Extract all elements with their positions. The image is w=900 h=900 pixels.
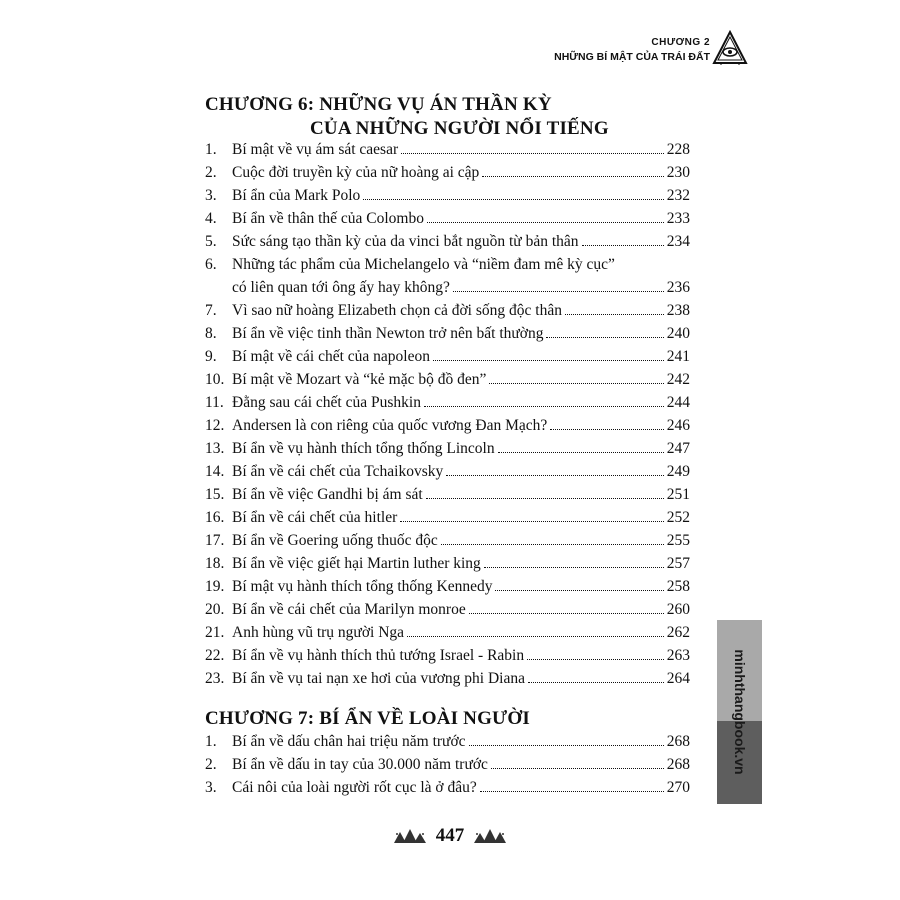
toc-entry-title: Đằng sau cái chết của Pushkin <box>232 394 421 411</box>
toc-entry-title: Cuộc đời truyền kỳ của nữ hoàng ai cập <box>232 164 480 181</box>
toc-entry-page: 264 <box>666 670 690 687</box>
toc-entry-page: 236 <box>666 279 690 296</box>
toc-entry <box>205 233 690 256</box>
toc-entry-page: 240 <box>666 325 690 342</box>
dot-leader <box>498 451 664 453</box>
toc-entry-title: Những tác phẩm của Michelangelo và “niềm đam mê kỳ cục” <box>232 256 615 273</box>
section6-title-line2: CỦA NHỮNG NGƯỜI NỔI TIẾNG <box>310 118 609 139</box>
toc-entry-number: 8. <box>205 325 217 342</box>
dot-leader <box>489 382 663 384</box>
toc-entry-title: Bí mật về cái chết của napoleon <box>232 348 430 365</box>
dot-leader <box>441 543 664 545</box>
toc-entry-number: 21. <box>205 624 225 641</box>
dot-leader <box>407 635 664 637</box>
toc-entry-title: Bí ẩn về vụ hành thích tổng thống Lincoln <box>232 440 495 457</box>
running-head-title: NHỮNG BÍ MẬT CỦA TRÁI ĐẤT <box>554 51 710 63</box>
dot-leader <box>484 566 664 568</box>
running-head-chapter: CHƯƠNG 2 <box>651 37 710 48</box>
toc-entry-page: 249 <box>666 463 690 480</box>
toc-entry-number: 13. <box>205 440 225 457</box>
toc-entry-page: 251 <box>666 486 690 503</box>
toc-entry <box>205 440 690 463</box>
toc-entry-page: 242 <box>666 371 690 388</box>
toc-entry-page: 260 <box>666 601 690 618</box>
toc-entry <box>205 756 690 779</box>
toc-entry <box>205 417 690 440</box>
toc-entry <box>205 624 690 647</box>
toc-entry-title: Bí ẩn về cái chết của hitler <box>232 509 398 526</box>
tree-ornament-icon <box>472 828 508 844</box>
toc-entry-page: 241 <box>666 348 690 365</box>
toc-entry-number: 1. <box>205 141 217 158</box>
dot-leader <box>401 152 664 154</box>
toc-entry-number: 10. <box>205 371 225 388</box>
toc-entry-number: 5. <box>205 233 217 250</box>
section7-title: CHƯƠNG 7: BÍ ẨN VỀ LOÀI NGƯỜI <box>205 708 530 729</box>
toc-entry-title: Anh hùng vũ trụ người Nga <box>232 624 405 641</box>
running-head <box>554 36 710 64</box>
toc-entry-title: Cái nôi của loài người rốt cục là ở đâu? <box>232 779 477 796</box>
toc-entry-title: Vì sao nữ hoàng Elizabeth chọn cả đời sống độc thân <box>232 302 562 319</box>
toc-entry <box>205 187 690 210</box>
toc-entry-title: Bí mật về Mozart và “kẻ mặc bộ đồ đen” <box>232 371 487 388</box>
dot-leader <box>400 520 663 522</box>
section6-entries <box>205 141 690 693</box>
site-label: minhthangbook.vn <box>732 649 748 775</box>
toc-entry-page: 252 <box>666 509 690 526</box>
dot-leader <box>482 175 663 177</box>
toc-entry-title: Bí ẩn về việc giết hại Martin luther king <box>232 555 481 572</box>
toc-entry <box>205 325 690 348</box>
dot-leader <box>427 221 664 223</box>
toc-entry-title: Bí ẩn về việc Gandhi bị ám sát <box>232 486 423 503</box>
toc-entry-page: 263 <box>666 647 690 664</box>
toc-entry <box>205 779 690 802</box>
toc-entry-page: 234 <box>666 233 690 250</box>
dot-leader <box>433 359 664 361</box>
toc-entry-title: Andersen là con riêng của quốc vương Đan Mạch? <box>232 417 548 434</box>
toc-entry-number: 15. <box>205 486 225 503</box>
toc-entry <box>205 348 690 371</box>
eye-triangle-icon <box>712 30 748 66</box>
toc-entry-number: 20. <box>205 601 225 618</box>
dot-leader <box>469 612 664 614</box>
toc-entry-number: 3. <box>205 779 217 796</box>
dot-leader <box>363 198 663 200</box>
dot-leader <box>582 244 664 246</box>
section6-title-line1: CHƯƠNG 6: NHỮNG VỤ ÁN THẦN KỲ <box>205 94 552 115</box>
toc-entry <box>205 578 690 601</box>
toc-entry-page: 257 <box>666 555 690 572</box>
toc-entry-page: 228 <box>666 141 690 158</box>
toc-entry-title: Bí ẩn về vụ tai nạn xe hơi của vương phi Diana <box>232 670 525 687</box>
toc-entry <box>205 302 690 325</box>
dot-leader <box>565 313 664 315</box>
toc-entry-title: Sức sáng tạo thần kỳ của da vinci bắt nguồn từ bản thân <box>232 233 579 250</box>
toc-entry <box>205 733 690 756</box>
toc-entry-page: 230 <box>666 164 690 181</box>
toc-entry-title: Bí ẩn về vụ hành thích thủ tướng Israel - Rabin <box>232 647 525 664</box>
toc-entry-title: Bí ẩn về thân thế của Colombo <box>232 210 424 227</box>
dot-leader <box>453 290 664 292</box>
toc-entry-number: 22. <box>205 647 225 664</box>
toc-entry-title: Bí ẩn về Goering uống thuốc độc <box>232 532 438 549</box>
toc-entry <box>205 486 690 509</box>
dot-leader <box>469 744 664 746</box>
toc-entry-number: 6. <box>205 256 217 273</box>
toc-entry-number: 17. <box>205 532 225 549</box>
dot-leader <box>480 790 664 792</box>
dot-leader <box>528 681 664 683</box>
toc-entry-title: Bí ẩn về dấu in tay của 30.000 năm trước <box>232 756 488 773</box>
toc-entry-page: 244 <box>666 394 690 411</box>
toc-entry-number: 7. <box>205 302 217 319</box>
dot-leader <box>491 767 664 769</box>
toc-entry-title: Bí mật vụ hành thích tổng thống Kennedy <box>232 578 493 595</box>
toc-entry <box>205 141 690 164</box>
dot-leader <box>495 589 663 591</box>
toc-entry-title: Bí ẩn của Mark Polo <box>232 187 361 204</box>
dot-leader <box>550 428 663 430</box>
toc-entry-number: 2. <box>205 164 217 181</box>
toc-entry <box>205 256 690 302</box>
dot-leader <box>424 405 664 407</box>
toc-entry-title-continued: có liên quan tới ông ấy hay không? <box>232 279 450 296</box>
toc-entry-number: 14. <box>205 463 225 480</box>
toc-entry-page: 232 <box>666 187 690 204</box>
toc-entry-page: 270 <box>666 779 690 796</box>
section7-entries <box>205 733 690 802</box>
toc-entry-number: 1. <box>205 733 217 750</box>
toc-entry-number: 3. <box>205 187 217 204</box>
page-number: 447 <box>435 825 465 846</box>
dot-leader <box>426 497 664 499</box>
dot-leader <box>527 658 664 660</box>
toc-entry-page: 268 <box>666 756 690 773</box>
toc-entry <box>205 601 690 624</box>
toc-entry <box>205 555 690 578</box>
toc-entry-number: 4. <box>205 210 217 227</box>
toc-entry <box>205 670 690 693</box>
toc-entry-number: 16. <box>205 509 225 526</box>
dot-leader <box>546 336 663 338</box>
toc-entry-number: 11. <box>205 394 224 411</box>
toc-entry-page: 238 <box>666 302 690 319</box>
toc-entry-page: 255 <box>666 532 690 549</box>
toc-entry-page: 262 <box>666 624 690 641</box>
tree-ornament-icon <box>392 828 428 844</box>
toc-entry-number: 2. <box>205 756 217 773</box>
dot-leader <box>446 474 664 476</box>
footer <box>0 825 900 847</box>
toc-entry <box>205 463 690 486</box>
toc-entry-title: Bí ẩn về cái chết của Tchaikovsky <box>232 463 444 480</box>
toc-entry <box>205 210 690 233</box>
toc-entry-line1 <box>205 256 690 279</box>
toc-entry-page: 247 <box>666 440 690 457</box>
toc-entry-title: Bí ẩn về việc tinh thần Newton trở nên bất thường <box>232 325 544 342</box>
toc-entry-title: Bí mật về vụ ám sát caesar <box>232 141 399 158</box>
toc-entry <box>205 371 690 394</box>
toc-entry-number: 18. <box>205 555 225 572</box>
toc-entry <box>205 532 690 555</box>
toc-entry-page: 268 <box>666 733 690 750</box>
toc-entry-number: 9. <box>205 348 217 365</box>
toc-entry-title: Bí ẩn về dấu chân hai triệu năm trước <box>232 733 466 750</box>
toc-entry-page: 258 <box>666 578 690 595</box>
toc-entry-page: 233 <box>666 210 690 227</box>
toc-entry-number: 23. <box>205 670 225 687</box>
toc-entry-page: 246 <box>666 417 690 434</box>
toc-entry <box>205 509 690 532</box>
toc-entry-line2 <box>205 279 690 302</box>
toc-entry-number: 12. <box>205 417 225 434</box>
toc-entry <box>205 647 690 670</box>
toc-entry-number: 19. <box>205 578 225 595</box>
toc-entry <box>205 394 690 417</box>
toc-entry <box>205 164 690 187</box>
toc-entry-title: Bí ẩn về cái chết của Marilyn monroe <box>232 601 466 618</box>
